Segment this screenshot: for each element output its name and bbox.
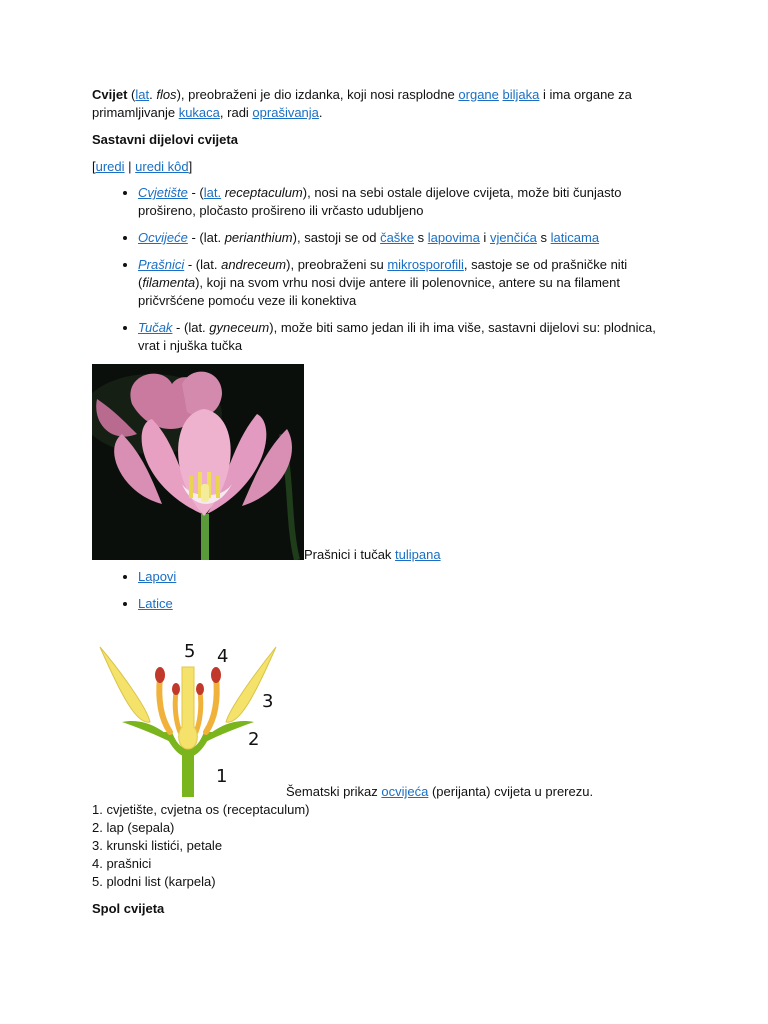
legend-item: 2. lap (sepala) (92, 820, 175, 835)
photo-figure (92, 364, 672, 560)
tulip-photo (92, 364, 304, 560)
item-text: ), preobraženi su (286, 257, 388, 272)
diagram-label-3: 3 (262, 691, 274, 712)
legend-item: 4. prašnici (92, 856, 152, 871)
diagram-caption-text: Šematski prikaz (286, 784, 382, 799)
list-item-cvjetiste (138, 184, 672, 220)
diagram-label-4: 4 (217, 646, 229, 667)
bracket-close: ] (188, 159, 193, 174)
diagram-label-1: 1 (216, 766, 228, 787)
link-lat[interactable]: lat (135, 87, 150, 102)
parts-list (92, 184, 672, 355)
section-heading-text: Spol cvijeta (92, 901, 165, 916)
list-item-tucak (138, 319, 672, 355)
intro-text: , radi (219, 105, 253, 120)
intro-text: ( (127, 87, 136, 102)
article-body (92, 86, 672, 918)
list-item-latice (138, 595, 672, 613)
link-caske[interactable]: čaške (380, 230, 415, 245)
latin-term: perianthium (224, 230, 293, 245)
section-heading-text: Sastavni dijelovi cvijeta (92, 132, 238, 147)
flower-diagram (92, 637, 284, 797)
diagram-caption (286, 783, 593, 801)
diagram-legend (92, 801, 672, 891)
item-text: s (536, 230, 551, 245)
diagram-label-2: 2 (248, 729, 260, 750)
item-text: s (414, 230, 428, 245)
link-vjencica[interactable]: vjenčića (489, 230, 537, 245)
item-text: - (lat. (184, 257, 222, 272)
intro-term: Cvijet (92, 87, 128, 102)
legend-item: 5. plodni list (karpela) (92, 874, 216, 889)
latin-term: gyneceum (209, 320, 270, 335)
section-heading-parts (92, 131, 672, 149)
item-text: ), sastoji se od (292, 230, 381, 245)
edit-links-separator: | (124, 159, 136, 174)
link-cvjetiste[interactable]: Cvjetište (138, 185, 188, 200)
link-biljaka[interactable]: biljaka (502, 87, 540, 102)
latin-term: receptaculum (224, 185, 303, 200)
item-text: - (lat. (187, 230, 225, 245)
link-latice[interactable]: Latice (138, 596, 173, 611)
petal-sublist (92, 568, 672, 613)
latin-term: filamenta (142, 275, 196, 290)
edit-source-link[interactable]: uredi kôd (135, 159, 189, 174)
list-item-prasnici (138, 256, 672, 310)
edit-link[interactable]: uredi (95, 159, 125, 174)
item-text: ), nosi na sebi ostale dijelove cvijeta, može biti čunjasto prošireno, pločasto prošireno ili vrčasto udubljeno (138, 185, 622, 218)
link-kukaca[interactable]: kukaca (178, 105, 220, 120)
bracket-open: [ (92, 159, 96, 174)
link-ocvijeca[interactable]: ocvijeća (381, 784, 429, 799)
legend-item: 3. krunski listići, petale (92, 838, 223, 853)
section-heading-sex (92, 900, 672, 918)
list-item-lapovi (138, 568, 672, 586)
intro-text: . (149, 87, 157, 102)
edit-links (92, 158, 672, 176)
diagram-label-5: 5 (184, 641, 196, 662)
item-text: ), može biti samo jedan ili ih ima više, sastavni dijelovi su: plodnica, vrat i njuška tučka (138, 320, 656, 353)
link-lapovi[interactable]: Lapovi (138, 569, 177, 584)
intro-text: ), preobraženi je dio izdanka, koji nosi rasplodne (176, 87, 459, 102)
diagram-caption-text: (perijanta) cvijeta u prerezu. (428, 784, 594, 799)
intro-flos: flos (156, 87, 177, 102)
list-item-ocvijece (138, 229, 672, 247)
intro-paragraph (92, 86, 672, 122)
legend-item: 1. cvjetište, cvjetna os (receptaculum) (92, 802, 310, 817)
diagram-figure (92, 637, 672, 797)
item-text: , sastoje se od prašničke niti ( (138, 257, 628, 290)
intro-text: . (318, 105, 323, 120)
link-tucak[interactable]: Tučak (138, 320, 173, 335)
link-laticama[interactable]: laticama (550, 230, 600, 245)
link-tulipana[interactable]: tulipana (395, 547, 441, 562)
photo-caption-text: Prašnici i tučak (304, 547, 396, 562)
link-lat-receptaculum[interactable]: lat. (203, 185, 222, 200)
item-text: i (479, 230, 490, 245)
link-ocvijece[interactable]: Ocvijeće (138, 230, 188, 245)
link-lapovima[interactable]: lapovima (427, 230, 480, 245)
link-organe[interactable]: organe (458, 87, 499, 102)
photo-caption (304, 546, 441, 564)
intro-text: i ima organe za primamljivanje (92, 87, 632, 120)
link-oprasivanja[interactable]: oprašivanja (252, 105, 319, 120)
item-text: - ( (187, 185, 204, 200)
link-mikrosporofili[interactable]: mikrosporofili (387, 257, 464, 272)
latin-term: andreceum (221, 257, 287, 272)
item-text: ), koji na svom vrhu nosi dvije antere ili polenovnice, antere su na filament pričvršćene pomoću veze ili konektiva (138, 275, 620, 308)
link-prasnici[interactable]: Prašnici (138, 257, 185, 272)
item-text: - (lat. (172, 320, 210, 335)
